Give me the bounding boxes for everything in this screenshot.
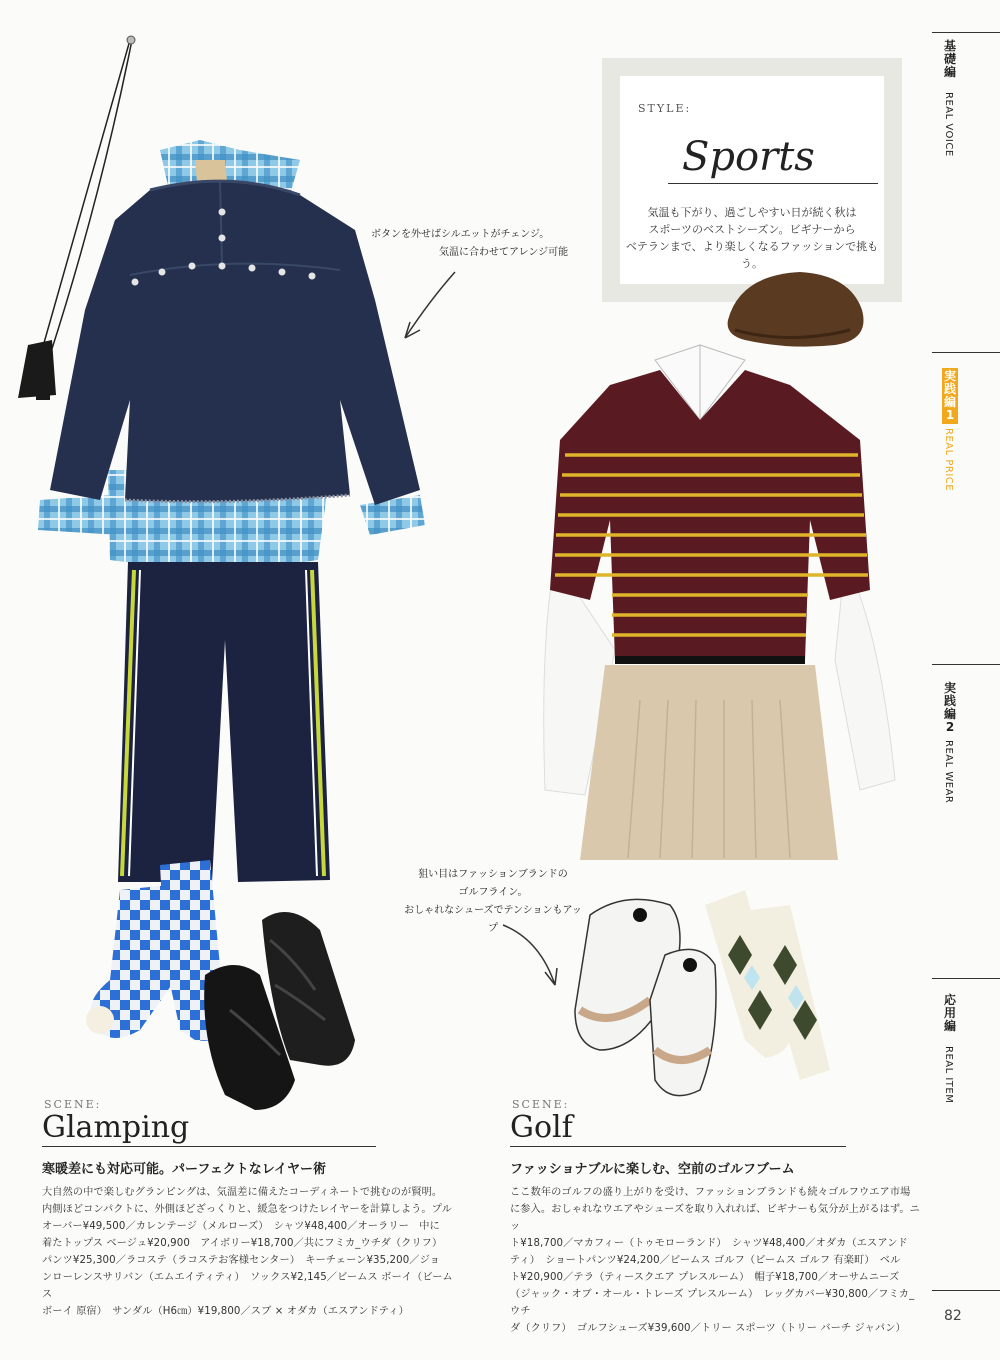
- checked-socks-illustration: [86, 860, 225, 1041]
- chapter-index: [932, 0, 1000, 1360]
- pleated-skirt-illustration: [580, 665, 838, 860]
- glamping-scene-label: SCENE:: [44, 1098, 102, 1111]
- style-desc-line: スポーツのベストシーズン。ビギナーから: [648, 223, 856, 236]
- index-rule: [932, 1290, 1000, 1291]
- annotation-buttons: [371, 226, 568, 262]
- style-label: STYLE:: [638, 102, 692, 115]
- glamping-body-line: パンツ¥25,300／ラコステ（ラコステお客様センター） キーチェーン¥35,200／ジョ: [42, 1255, 440, 1266]
- golf-body-line: ト¥20,900／テラ（ティースクエア プレスルーム） 帽子¥18,700／オーサムニーズ: [510, 1272, 900, 1283]
- glamping-body-line: 大自然の中で楽しむグランピングは、気温差に備えたコーディネートで挑むのが賢明。: [42, 1187, 443, 1198]
- annotation-line: ボタンを外せばシルエットがチェンジ。: [371, 229, 550, 240]
- golf-body-line: ト¥18,700／マカフィー（トゥモローランド） シャツ¥48,400／オダカ（エスアンド: [510, 1238, 908, 1249]
- track-pants-illustration: [118, 562, 330, 882]
- glamping-title: Glamping: [42, 1110, 190, 1145]
- glamping-body: [42, 1184, 462, 1320]
- index-item-subtitle: REAL VOICE: [943, 92, 954, 157]
- golf-body-line: ここ数年のゴルフの盛り上がりを受け、ファッションブランドも続々ゴルフウエア市場: [510, 1187, 911, 1198]
- index-item-subtitle-active: REAL PRICE: [943, 428, 954, 492]
- style-title: Sports: [682, 134, 815, 180]
- style-desc-line: 気温も下がり、過ごしやすい日が続く秋は: [647, 206, 857, 219]
- index-rule: [932, 978, 1000, 979]
- index-rule: [932, 352, 1000, 353]
- annotation-line: 気温に合わせてアレンジ可能: [439, 247, 569, 258]
- annotation-line: ゴルフライン。: [458, 887, 528, 898]
- glamping-body-line: ンローレンスサリバン（エムエイティティ） ソックス¥2,145／ビームス ボーイ（ビームス: [42, 1272, 453, 1300]
- sandals-illustration: [204, 912, 355, 1110]
- glamping-body-line: 着たトップス ベージュ¥20,900 アイボリー¥18,700／共にフミカ_ウチダ（クリフ）: [42, 1238, 443, 1249]
- knit-sweater-illustration: [550, 370, 870, 660]
- golf-body-line: ダ（クリフ） ゴルフシューズ¥39,600／トリー スポーツ（トリー バーチ ジャパン）: [510, 1323, 906, 1334]
- cap-illustration: [728, 272, 864, 347]
- glamping-body-line: オーバー¥49,500／カレンテージ（メルローズ） シャツ¥48,400／オーラリー 中に: [42, 1221, 440, 1232]
- index-item-label: 応用編: [943, 993, 956, 1033]
- index-rule: [932, 664, 1000, 665]
- golf-body-line: に参入。おしゃれなウエアやシューズを取り入れれば、ビギナーも気分が上がるはず。ニッ: [510, 1204, 920, 1232]
- glamping-body-line: 内側ほどコンパクトに、外側ほどざっくりと、緩急をつけたレイヤーを計算しよう。プル: [42, 1204, 452, 1215]
- index-rule: [932, 32, 1000, 33]
- annotation-line: 狙い目はファッションブランドの: [418, 869, 568, 880]
- denim-pullover-illustration: [50, 180, 420, 505]
- glamping-heading: 寒暖差にも対応可能。パーフェクトなレイヤー術: [42, 1162, 327, 1177]
- golf-rule: [510, 1146, 846, 1147]
- glamping-body-line: ボーイ 原宿） サンダル（H6㎝）¥19,800／スブ × オダカ（エスアンドティ）: [42, 1306, 409, 1317]
- index-item-subtitle: REAL ITEM: [943, 1046, 954, 1104]
- leg-covers-illustration: [705, 890, 830, 1080]
- page-number: 82: [944, 1308, 962, 1324]
- index-item-subtitle: REAL WEAR: [943, 740, 954, 804]
- style-desc-line: ベテランまで、より楽しくなるファッションで挑もう。: [625, 240, 879, 270]
- golf-heading: ファッショナブルに楽しむ、空前のゴルフブーム: [510, 1162, 795, 1177]
- golf-title: Golf: [510, 1110, 573, 1145]
- glamping-rule: [42, 1146, 376, 1147]
- index-item-label: 基礎編: [943, 39, 956, 79]
- index-item-label-active: 実践編1: [943, 369, 956, 422]
- golf-body-line: （ジャック・オブ・オール・トレーズ プレスルーム） レッグカバー¥30,800／フミカ_ウチ: [510, 1289, 915, 1317]
- golf-body-line: ティ） ショートパンツ¥24,200／ビームス ゴルフ（ビームス ゴルフ 有楽町） ベル: [510, 1255, 901, 1266]
- annotation-golf: [404, 866, 582, 938]
- index-item-label: 実践編2: [943, 681, 956, 734]
- golf-scene-label: SCENE:: [512, 1098, 570, 1111]
- annotation-line: おしゃれなシューズでテンションもアップ: [404, 905, 582, 934]
- golf-shoes-illustration: [575, 899, 716, 1095]
- golf-body: [510, 1184, 920, 1337]
